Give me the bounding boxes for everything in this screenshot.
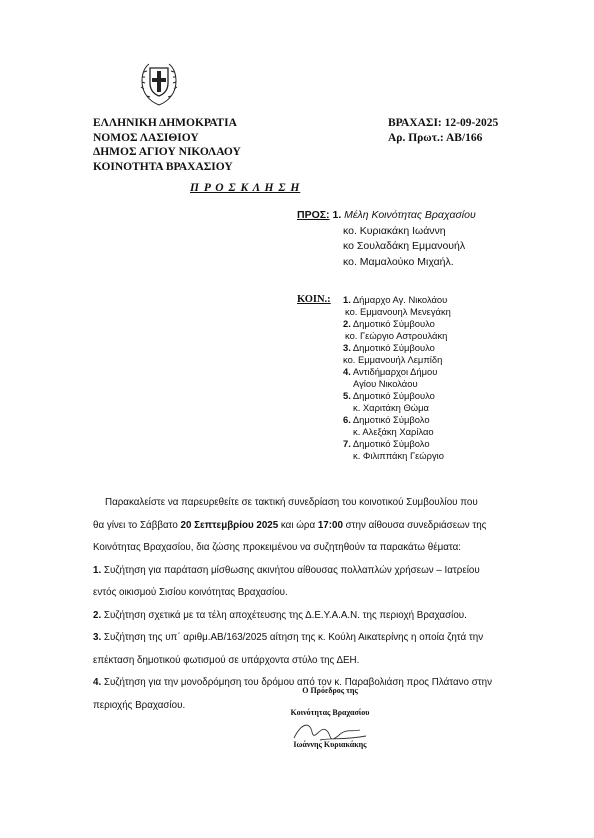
koin-item-detail: κ. Αλεξάκη Χαρίλαο <box>353 426 434 437</box>
issuer-line: ΔΗΜΟΣ ΑΓΙΟΥ ΝΙΚΟΛΑΟΥ <box>93 146 241 158</box>
pros-name: κο. Κυριακάκη Ιωάννη <box>343 224 446 237</box>
koin-item-detail: κο. Εμμανουηλ Μενεγάκη <box>345 306 451 317</box>
signatory-name: Ιωάννης Κυριακάκης <box>293 740 367 749</box>
date-protocol-block <box>388 116 538 145</box>
koin-item-detail: Αγίου Νικολάου <box>353 378 418 389</box>
topic-item: 4. Συζήτηση για την μονοδρόμηση του δρόμου από τον κ. Παραβολιάση προς Πλάτανο στην <box>93 677 492 688</box>
topic-item: 2. Συζήτηση σχετικά με τα τέλη αποχέτευσης της Δ.Ε.Υ.Α.Α.Ν. της περιοχή Βραχασίου. <box>93 609 467 621</box>
issuer-line: ΝΟΜΟΣ ΛΑΣΙΘΙΟΥ <box>93 131 199 144</box>
topic-item-cont: επέκταση δημοτικού φωτισμού σε υπάρχοντα στύλο της ΔΕΗ. <box>93 654 360 666</box>
intro-line: Παρακαλείστε να παρευρεθείτε σε τακτική συνεδρίαση του κοινοτικού Συμβουλίου που <box>105 497 478 508</box>
signature-title: Ο Πρόεδρος της <box>302 686 358 695</box>
koin-item-detail: κ. Χαριτάκη Θώμα <box>353 402 429 413</box>
koin-item: 3. Δημοτικό Σύμβουλο <box>343 342 435 353</box>
pros-recipient: Μέλη Κοινότητας Βραχασίου <box>341 209 476 221</box>
koin-item-detail: κο. Γεώργιο Αστρουλάκη <box>345 330 448 341</box>
koin-label: ΚΟΙΝ.: <box>297 294 331 305</box>
koin-list <box>343 294 543 462</box>
issuer-block <box>93 116 333 174</box>
greek-coat-of-arms-icon <box>139 59 179 107</box>
pros-label: ΠΡΟΣ: <box>297 209 330 221</box>
pros-number: 1. <box>332 209 342 221</box>
meeting-date: 20 Σεπτεμβρίου 2025 <box>180 519 279 531</box>
topic-item-cont: εντός οικισμού Σισίου κοινότητας Βραχασίου. <box>93 587 288 598</box>
meeting-time: 17:00 <box>317 519 343 531</box>
handwritten-signature-icon <box>290 718 370 748</box>
koin-item-detail: κο. Εμμανουήλ Λεμπίδη <box>343 354 443 365</box>
koin-item: 4. Αντιδήμαρχοι Δήμου <box>343 366 438 377</box>
recipients-block <box>297 208 557 270</box>
topic-item-cont: περιοχής Βραχασίου. <box>93 699 186 711</box>
koin-item: 5. Δημοτικό Σύμβουλο <box>343 390 435 401</box>
issuer-line: ΕΛΛΗΝΙΚΗ ΔΗΜΟΚΡΑΤΙΑ <box>93 117 237 129</box>
topic-item: 1. Συζήτηση για παράταση μίσθωσης ακινήτου αίθουσας πολλαπλών χρήσεων – Ιατρείου <box>93 564 480 576</box>
koin-item: 7. Δημοτικό Σύμβολο <box>343 438 430 449</box>
koin-item: 1. Δήμαρχο Αγ. Νικολάου <box>343 294 448 305</box>
place-date: ΒΡΑΧΑΣΙ: 12-09-2025 <box>388 117 499 129</box>
document-title: Π Ρ Ο Σ Κ Λ Η Σ Η <box>190 182 301 194</box>
pros-name: κο. Μαμαλούκο Μιχαήλ. <box>343 255 454 268</box>
koin-item-detail: κ. Φιλιππάκη Γεώργιο <box>353 450 444 461</box>
intro-line: Κοινότητας Βραχασίου, δια ζώσης προκειμένου να συζητηθούν τα παρακάτω θέματα: <box>93 542 462 553</box>
pros-name: κο Σουλαδάκη Εμμανουήλ <box>343 240 466 252</box>
topic-item: 3. Συζήτηση της υπ΄ αριθμ.ΑΒ/163/2025 αίτηση της κ. Κούλη Αικατερίνης η οποία ζητά την <box>93 632 484 643</box>
intro-line: θα γίνει το Σάββατο 20 Σεπτεμβρίου 2025 και ώρα 17:00 στην αίθουσα συνεδριάσεων της <box>93 519 487 531</box>
koin-item: 2. Δημοτικό Σύμβουλο <box>343 318 435 329</box>
issuer-line: ΚΟΙΝΟΤΗΤΑ ΒΡΑΧΑΣΙΟΥ <box>93 160 233 173</box>
koin-item: 6. Δημοτικό Σύμβολο <box>343 414 430 425</box>
signature-title: Κοινότητας Βραχασίου <box>290 708 370 717</box>
protocol-number: Αρ. Πρωτ.: ΑΒ/166 <box>388 131 483 144</box>
